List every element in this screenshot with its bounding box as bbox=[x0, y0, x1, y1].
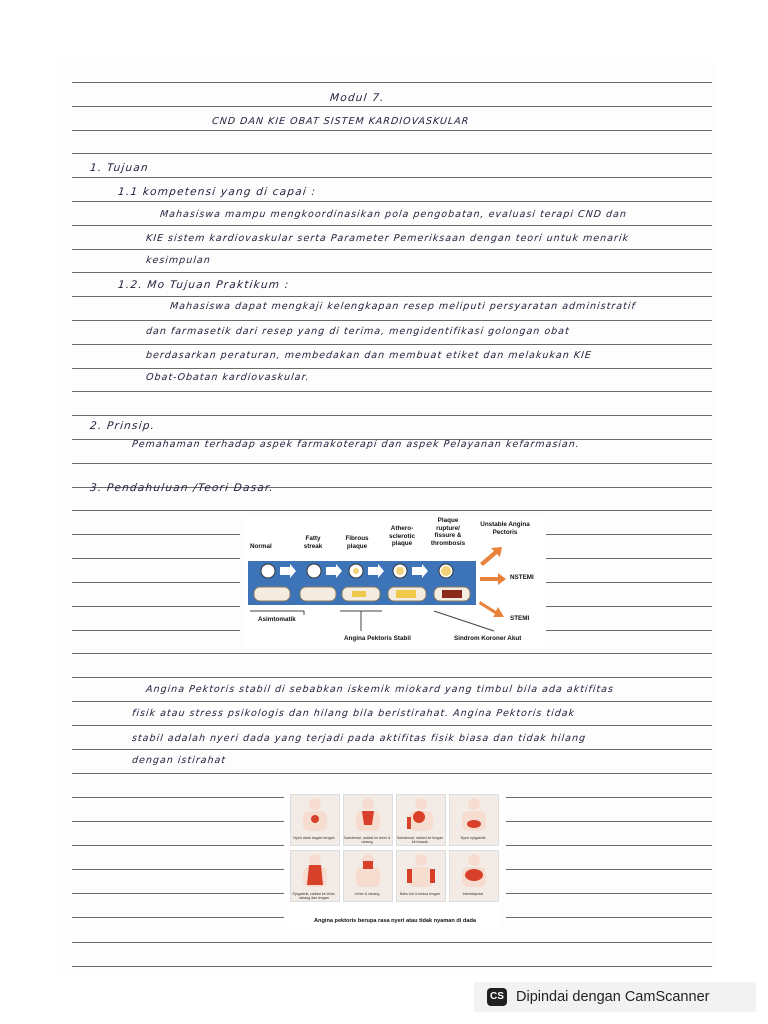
body-silhouette-icon bbox=[344, 851, 392, 887]
stemi-label: STEMI bbox=[510, 615, 530, 622]
pain-caption: Substernal, radiasi ke leher & rahang bbox=[343, 836, 391, 845]
ruled-line bbox=[72, 653, 712, 654]
paragraph-line: stabil adalah nyeri dada yang terjadi pada aktifitas fisik biasa dan tidak hilang bbox=[131, 733, 587, 744]
body-silhouette-icon bbox=[450, 851, 498, 887]
ruled-line bbox=[72, 201, 712, 202]
pain-caption: Bahu kiri & kedua lengan bbox=[400, 892, 440, 896]
stage-label: Athero- sclerotic plaque bbox=[389, 525, 415, 547]
paragraph-line: fisik atau stress psikologis dan hilang bila beristirahat. Angina Pektoris tidak bbox=[131, 708, 576, 719]
asimtomatik-label: Asimtomatik bbox=[258, 616, 296, 623]
heading-tujuan-praktikum: 1.2. Mo Tujuan Praktikum : bbox=[117, 279, 291, 291]
pain-caption: Interskapular bbox=[462, 892, 484, 896]
ruled-line bbox=[72, 320, 712, 321]
ruled-line bbox=[546, 606, 712, 607]
ruled-line bbox=[72, 106, 712, 107]
atherosclerosis-figure bbox=[244, 515, 544, 648]
ruled-line bbox=[72, 153, 712, 154]
ruled-line bbox=[72, 942, 712, 943]
ruled-line bbox=[506, 797, 712, 798]
ruled-line bbox=[72, 677, 712, 678]
paragraph-line: kesimpulan bbox=[145, 255, 212, 266]
ruled-line bbox=[72, 510, 712, 511]
ruled-line bbox=[546, 534, 712, 535]
stage-label: Normal bbox=[250, 543, 272, 550]
ruled-line bbox=[506, 917, 712, 918]
ruled-line bbox=[72, 249, 712, 250]
ruled-line bbox=[72, 463, 712, 464]
ruled-line bbox=[72, 917, 284, 918]
ruled-line bbox=[72, 415, 712, 416]
paragraph-line: Angina Pektoris stabil di sebabkan iskemik miokard yang timbul bila ada aktifitas bbox=[145, 684, 615, 695]
ruled-line bbox=[72, 82, 712, 83]
ruled-line bbox=[506, 821, 712, 822]
heading-prinsip: 2. Prinsip. bbox=[89, 420, 156, 432]
ruled-line bbox=[506, 869, 712, 870]
paragraph-line: dan farmasetik dari resep yang di terima, mengidentifikasi golongan obat bbox=[145, 326, 571, 337]
ruled-line bbox=[72, 582, 240, 583]
stage-label: Fatty streak bbox=[303, 535, 323, 550]
stage-label: Plaque rupture/ fissure & thrombosis bbox=[430, 517, 466, 547]
angina-pain-figure bbox=[288, 792, 502, 930]
stable-angina-label: Angina Pektoris Stabil bbox=[344, 635, 411, 642]
ruled-line bbox=[72, 272, 712, 273]
ruled-line bbox=[546, 630, 712, 631]
ruled-line bbox=[72, 725, 712, 726]
artery-illustration bbox=[244, 515, 544, 648]
acute-coronary-label: Sindrom Koroner Akut bbox=[454, 635, 522, 642]
unstable-angina-label: Unstable Angina Pectoris bbox=[480, 521, 530, 536]
pain-caption: Epigastrik, radiasi ke leher, rahang dan lengan bbox=[292, 892, 336, 901]
heading-tujuan: 1. Tujuan bbox=[89, 162, 150, 174]
ruled-line bbox=[72, 749, 712, 750]
camscanner-watermark bbox=[474, 982, 756, 1012]
ruled-line bbox=[72, 534, 240, 535]
ruled-line bbox=[72, 773, 712, 774]
body-silhouette-icon bbox=[291, 795, 339, 831]
figure-caption: Angina pektoris berupa rasa nyeri atau tidak nyaman di dada bbox=[314, 918, 476, 924]
ruled-line bbox=[72, 344, 712, 345]
ruled-line bbox=[546, 582, 712, 583]
pain-caption: Leher & rahang bbox=[354, 892, 380, 896]
paragraph-line: KIE sistem kardiovaskular serta Parameter Pemeriksaan dengan teori untuk menarik bbox=[145, 233, 630, 244]
paragraph-line: dengan istirahat bbox=[131, 755, 227, 766]
paragraph-line: berdasarkan peraturan, membedakan dan membuat etiket dan melakukan KIE bbox=[145, 350, 593, 361]
ruled-line bbox=[72, 368, 712, 369]
ruled-line bbox=[72, 130, 712, 131]
ruled-line bbox=[72, 558, 240, 559]
camscanner-text: Dipindai dengan CamScanner bbox=[516, 989, 710, 1005]
ruled-line bbox=[72, 225, 712, 226]
heading-pendahuluan: 3. Pendahuluan /Teori Dasar. bbox=[89, 482, 275, 494]
pain-caption: Nyeri dada bagian tengah bbox=[293, 836, 335, 840]
ruled-line bbox=[72, 845, 284, 846]
ruled-line bbox=[72, 797, 284, 798]
ruled-line bbox=[546, 558, 712, 559]
body-silhouette-icon bbox=[397, 851, 445, 887]
ruled-line bbox=[72, 893, 284, 894]
page-title: Modul 7. bbox=[329, 92, 386, 104]
camscanner-logo-icon: CS bbox=[487, 988, 507, 1006]
ruled-line bbox=[72, 296, 712, 297]
page-subtitle: CND DAN KIE OBAT SISTEM KARDIOVASKULAR bbox=[211, 116, 470, 127]
ruled-line bbox=[72, 966, 712, 967]
heading-kompetensi: 1.1 kompetensi yang di capai : bbox=[117, 186, 317, 198]
body-silhouette-icon bbox=[344, 795, 392, 831]
ruled-line bbox=[506, 845, 712, 846]
ruled-line bbox=[72, 177, 712, 178]
paragraph-line: Pemahaman terhadap aspek farmakoterapi dan aspek Pelayanan kefarmasian. bbox=[131, 439, 581, 450]
ruled-line bbox=[72, 606, 240, 607]
paragraph-line: Mahasiswa dapat mengkaji kelengkapan resep meliputi persyaratan administratif bbox=[169, 301, 637, 312]
pain-caption: Substernal, radiasi ke lengan kiri bawah bbox=[396, 836, 444, 845]
body-silhouette-icon bbox=[291, 851, 339, 887]
pain-caption: Nyeri epigastrik bbox=[460, 836, 486, 840]
paragraph-line: Obat-Obatan kardiovaskular. bbox=[145, 372, 311, 383]
ruled-line bbox=[72, 391, 712, 392]
paragraph-line: Mahasiswa mampu mengkoordinasikan pola pengobatan, evaluasi terapi CND dan bbox=[159, 209, 628, 220]
ruled-line bbox=[72, 701, 712, 702]
body-silhouette-icon bbox=[450, 795, 498, 831]
body-silhouette-icon bbox=[397, 795, 445, 831]
ruled-line bbox=[72, 630, 240, 631]
ruled-line bbox=[72, 821, 284, 822]
ruled-line bbox=[72, 869, 284, 870]
ruled-line bbox=[506, 893, 712, 894]
stage-label: Fibrous plaque bbox=[345, 535, 369, 550]
nstemi-label: NSTEMI bbox=[510, 574, 534, 581]
